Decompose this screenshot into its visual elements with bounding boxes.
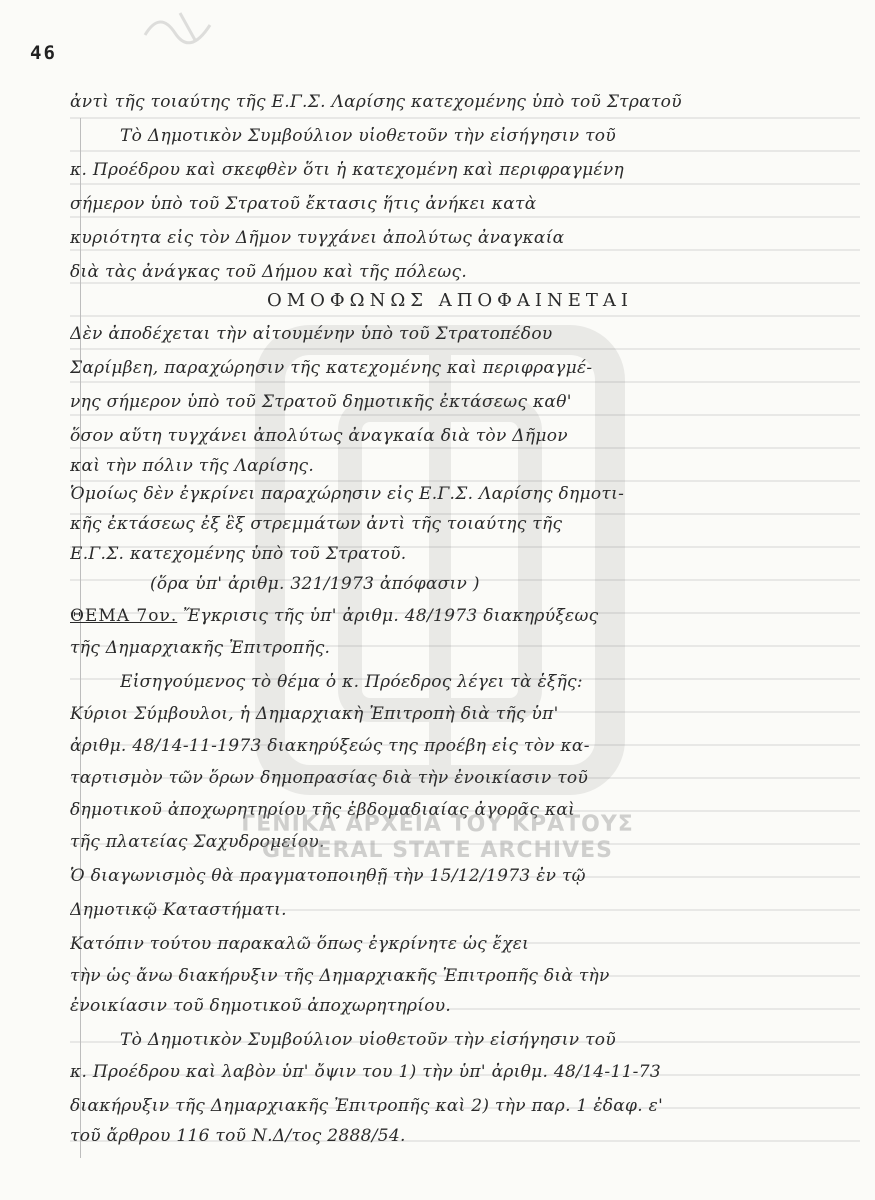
watermark-greek: ΓΕΝΙΚΑ ΑΡΧΕΙΑ ΤΟΥ ΚΡΑΤΟΥΣ	[241, 812, 634, 837]
text-line-11: ὅσον αὕτη τυγχάνει ἀπολύτως ἀναγκαία διὰ τὸν Δῆμον	[70, 426, 568, 446]
text-line-28: τὴν ὡς ἄνω διακήρυξιν τῆς Δημαρχιακῆς Ἐπιτροπῆς διὰ τὴν	[70, 966, 610, 986]
topic-label: ΘΕΜΑ 7ον.	[70, 606, 178, 626]
text-line-15: Ε.Γ.Σ. κατεχομένης ὑπὸ τοῦ Στρατοῦ.	[70, 544, 407, 564]
text-line-5: κυριότητα εἰς τὸν Δῆμον τυγχάνει ἀπολύτως ἀναγκαία	[70, 228, 565, 248]
text-line-24: τῆς πλατείας Σαχυδρομείου.	[70, 832, 325, 852]
text-line-29: ἐνοικίασιν τοῦ δημοτικοῦ ἀποχωρητηρίου.	[70, 996, 452, 1016]
text-line-16: (ὅρα ὑπ' ἀριθμ. 321/1973 ἀπόφασιν )	[150, 574, 480, 594]
text-line-23: δημοτικοῦ ἀποχωρητηρίου τῆς ἑβδομαδιαίας ἀγορᾶς καὶ	[70, 800, 576, 820]
text-line-26: Δημοτικῷ Καταστήματι.	[70, 900, 287, 920]
watermark-english: GENERAL STATE ARCHIVES	[262, 838, 613, 863]
text-line-1: ἀντὶ τῆς τοιαύτης τῆς Ε.Γ.Σ. Λαρίσης κατεχομένης ὑπὸ τοῦ Στρατοῦ	[70, 92, 682, 112]
text-line-19: Εἰσηγούμενος τὸ θέμα ὁ κ. Πρόεδρος λέγει τὰ ἑξῆς:	[120, 672, 583, 692]
page-number: 46	[30, 42, 57, 64]
text-line-27: Κατόπιν τούτου παρακαλῶ ὅπως ἐγκρίνητε ὡς ἔχει	[70, 934, 530, 954]
text-line-20: Κύριοι Σύμβουλοι, ἡ Δημαρχιακὴ Ἐπιτροπὴ διὰ τῆς ὑπ'	[70, 704, 559, 724]
topic-line	[70, 606, 860, 626]
text-line-2: Τὸ Δημοτικὸν Συμβούλιον υἱοθετοῦν τὴν εἰσήγησιν τοῦ	[120, 126, 616, 146]
text-line-9: Σαρίμβεη, παραχώρησιν τῆς κατεχομένης καὶ περιφραγμέ-	[70, 358, 593, 378]
text-line-21: ἀριθμ. 48/14-11-1973 διακηρύξεώς της προέβη εἰς τὸν κα-	[70, 736, 590, 756]
text-line-31: κ. Προέδρου καὶ λαβὸν ὑπ' ὄψιν του 1) τὴν ὑπ' ἀριθμ. 48/14-11-73	[70, 1062, 661, 1082]
text-line-12: καὶ τὴν πόλιν τῆς Λαρίσης.	[70, 456, 315, 476]
text-line-13: Ὁμοίως δὲν ἐγκρίνει παραχώρησιν εἰς Ε.Γ.Σ. Λαρίσης δημοτι-	[70, 484, 625, 504]
text-line-30: Τὸ Δημοτικὸν Συμβούλιον υἱοθετοῦν τὴν εἰσήγησιν τοῦ	[120, 1030, 616, 1050]
decision-heading: ΟΜΟΦΩΝΩΣ ΑΠΟΦΑΙΝΕΤΑΙ	[266, 290, 634, 311]
text-line-22: ταρτισμὸν τῶν ὅρων δημοπρασίας διὰ τὴν ἐνοικίασιν τοῦ	[70, 768, 589, 788]
text-line-32: διακήρυξιν τῆς Δημαρχιακῆς Ἐπιτροπῆς καὶ 2) τὴν παρ. 1 ἐδαφ. ε'	[70, 1096, 664, 1116]
text-line-14: κῆς ἐκτάσεως ἐξ ἓξ στρεμμάτων ἀντὶ τῆς τοιαύτης τῆς	[70, 514, 563, 534]
text-line-6: διὰ τὰς ἀνάγκας τοῦ Δήμου καὶ τῆς πόλεως.	[70, 262, 468, 282]
text-line-8: Δὲν ἀποδέχεται τὴν αἰτουμένην ὑπὸ τοῦ Στρατοπέδου	[70, 324, 553, 344]
text-line-18: τῆς Δημαρχιακῆς Ἐπιτροπῆς.	[70, 638, 331, 658]
text-line-10: νης σήμερον ὑπὸ τοῦ Στρατοῦ δημοτικῆς ἐκτάσεως καθ'	[70, 392, 572, 412]
text-line-33: τοῦ ἄρθρου 116 τοῦ Ν.Δ/τος 2888/54.	[70, 1126, 406, 1146]
text-line-3: κ. Προέδρου καὶ σκεφθὲν ὅτι ἡ κατεχομένη καὶ περιφραγμένη	[70, 160, 624, 180]
topic-title: Ἔγκρισις τῆς ὑπ' ἀριθμ. 48/1973 διακηρύξεως	[182, 606, 599, 626]
text-line-4: σήμερον ὑπὸ τοῦ Στρατοῦ ἔκτασις ἥτις ἀνήκει κατὰ	[70, 194, 537, 214]
text-line-25: Ὁ διαγωνισμὸς θὰ πραγματοποιηθῇ τὴν 15/12/1973 ἐν τῷ	[70, 866, 586, 886]
